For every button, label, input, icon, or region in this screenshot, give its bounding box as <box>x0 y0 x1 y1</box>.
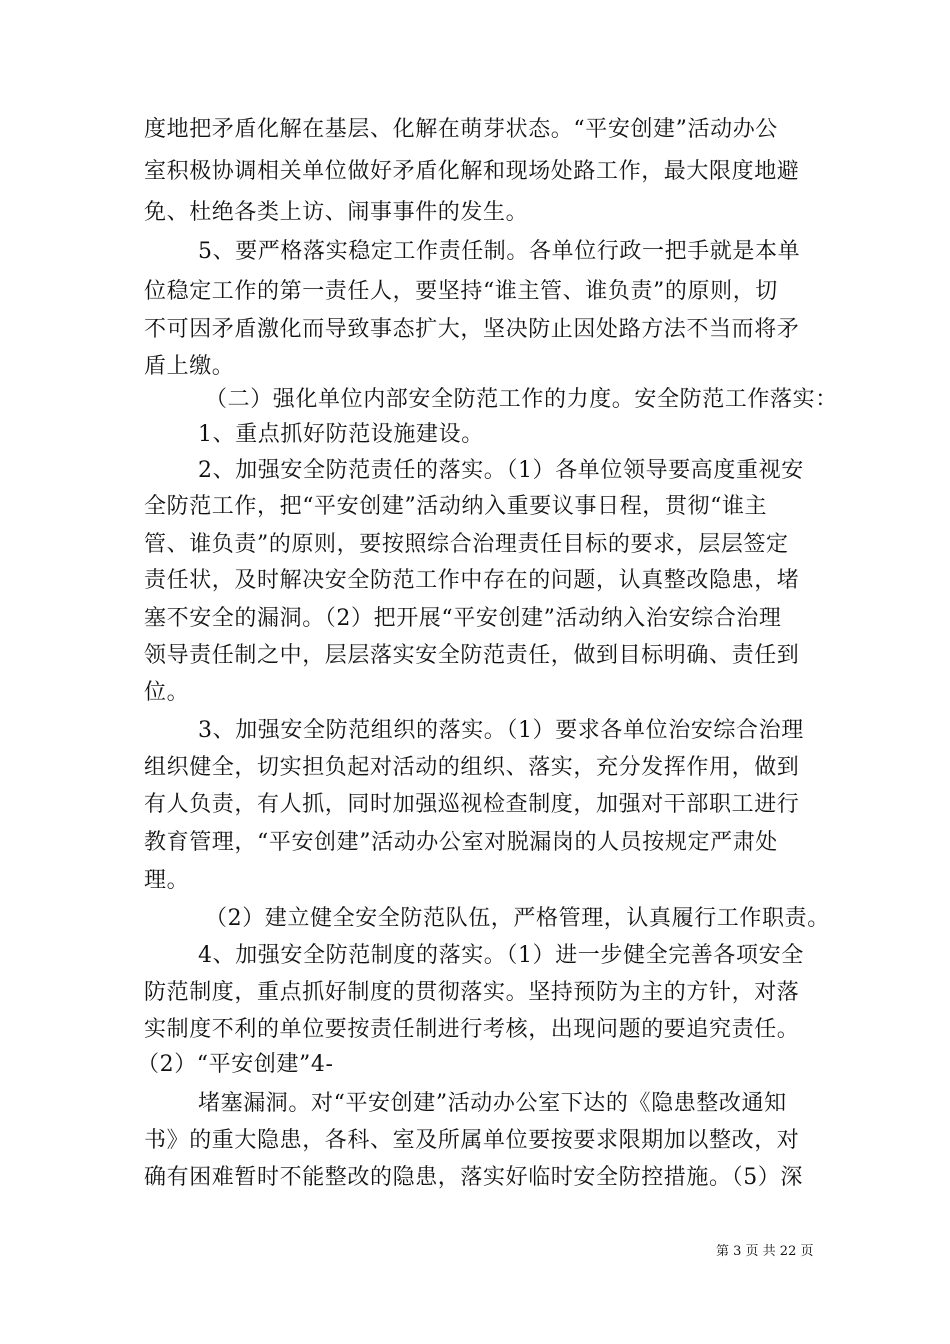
text-line: 书》的重大隐患，各科、室及所属单位要按要求限期加以整改，对 <box>144 1128 800 1153</box>
text-line: 教育管理，“平安创建”活动办公室对脱漏岗的人员按规定严肃处 <box>144 830 778 855</box>
text-line: 有人负责，有人抓，同时加强巡视检查制度，加强对干部职工进行 <box>144 792 800 817</box>
text-line: 3、加强安全防范组织的落实。（1）要求各单位治安综合治理 <box>198 718 804 743</box>
text-line: 5、要严格落实稳定工作责任制。各单位行政一把手就是本单 <box>198 239 801 264</box>
text-line: 免、杜绝各类上访、闹事事件的发生。 <box>144 200 529 225</box>
text-line: 4、加强安全防范制度的落实。（1）进一步健全完善各项安全 <box>198 943 804 968</box>
text-line: 度地把矛盾化解在基层、化解在萌芽状态。“平安创建”活动办公 <box>144 117 778 142</box>
text-line: 堵塞漏洞。对“平安创建”活动办公室下达的《隐患整改通知 <box>198 1091 787 1116</box>
text-line: 组织健全，切实担负起对活动的组织、落实，充分发挥作用，做到 <box>144 755 800 780</box>
text-line: 塞不安全的漏洞。（2）把开展“平安创建”活动纳入治安综合治理 <box>144 606 782 631</box>
text-line: 责任状，及时解决安全防范工作中存在的问题，认真整改隐患，堵 <box>144 568 800 593</box>
text-line: 1、重点抓好防范设施建设。 <box>198 422 484 447</box>
text-line: （2）建立健全安全防范队伍，严格管理，认真履行工作职责。 <box>205 906 830 931</box>
text-line: 管、谁负责”的原则，要按照综合治理责任目标的要求，层层签定 <box>144 532 789 557</box>
text-line: 2、加强安全防范责任的落实。（1）各单位领导要高度重视安 <box>198 458 804 483</box>
text-line: 理。 <box>144 868 190 893</box>
text-line: 位。 <box>144 680 190 705</box>
text-line: 室积极协调相关单位做好矛盾化解和现场处路工作，最大限度地避 <box>144 159 800 184</box>
text-line: 位稳定工作的第一责任人，要坚持“谁主管、谁负责”的原则，切 <box>144 279 778 304</box>
page-number: 第 3 页 共 22 页 <box>716 1244 814 1259</box>
text-line: 领导责任制之中，层层落实安全防范责任，做到目标明确、责任到 <box>144 643 800 668</box>
text-line: 确有困难暂时不能整改的隐患，落实好临时安全防控措施。（5）深 <box>144 1165 803 1190</box>
text-line: （二）强化单位内部安全防范工作的力度。安全防范工作落实： <box>205 387 838 412</box>
text-line: 盾上缴。 <box>144 354 235 379</box>
text-line: 实制度不利的单位要按责任制进行考核，出现问题的要追究责任。 <box>144 1017 800 1042</box>
text-line: 全防范工作，把“平安创建”活动纳入重要议事日程，贯彻“谁主 <box>144 494 768 519</box>
text-line: 防范制度，重点抓好制度的贯彻落实。坚持预防为主的方针，对落 <box>144 980 800 1005</box>
text-line: 不可因矛盾激化而导致事态扩大，坚决防止因处路方法不当而将矛 <box>144 317 800 342</box>
text-line: （2）“平安创建”4- <box>137 1052 334 1077</box>
